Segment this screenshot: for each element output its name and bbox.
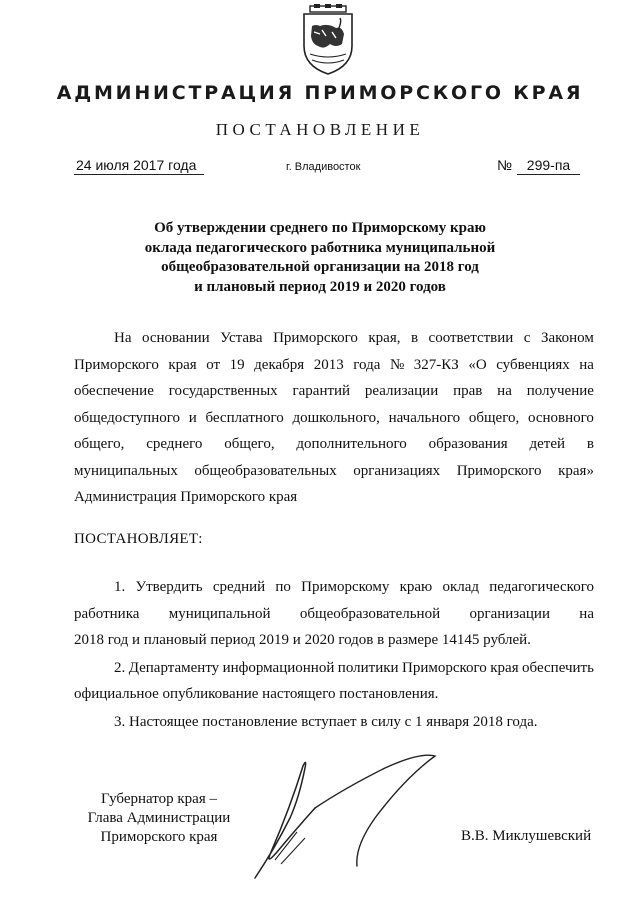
preamble-line: Администрация Приморского края: [74, 489, 298, 505]
word: Департаменту: [128, 659, 220, 676]
word: края»: [558, 462, 594, 479]
word: Приморского: [456, 462, 542, 479]
word: работника: [74, 605, 140, 622]
word: 1.: [114, 579, 126, 595]
preamble-line: [74, 405, 594, 432]
signature-icon: [235, 748, 445, 888]
word: обеспечение: [74, 383, 154, 399]
word: дополнительного: [296, 436, 407, 452]
document-type: ПОСТАНОВЛЕНИЕ: [215, 120, 425, 139]
item-2-line: [74, 655, 594, 682]
item-2-line: официальное опубликование настоящего постановления.: [74, 686, 439, 702]
word: края: [490, 659, 519, 676]
signatory-title: [74, 790, 244, 847]
document-number-label: №: [497, 157, 513, 173]
word: Законом: [540, 330, 594, 346]
signatory-title-line: Губернатор края –: [101, 791, 217, 807]
subject-line: общеобразовательной организации на 2018 год: [161, 259, 479, 275]
subject-line: оклада педагогического работника муниципальной: [144, 239, 496, 256]
word: бесплатного: [205, 409, 284, 426]
word: общеобразовательной: [299, 605, 441, 622]
item-1-line: [74, 601, 594, 628]
word: образования: [428, 436, 508, 452]
preamble-line: [74, 458, 594, 485]
preamble-line: [74, 431, 594, 458]
word: общего,: [224, 436, 275, 452]
word: края,: [368, 330, 401, 346]
word: 19: [229, 356, 245, 373]
word: края: [168, 356, 197, 373]
word: детей: [529, 436, 566, 452]
word: обеспечить: [522, 659, 594, 676]
word: №: [389, 356, 405, 373]
coat-of-arms-icon: [298, 4, 358, 76]
word: прав: [453, 383, 483, 399]
signatory-title-line: Приморского края: [100, 829, 218, 845]
word: организации: [469, 605, 550, 622]
word: гарантий: [292, 383, 351, 399]
preamble-line: [74, 325, 594, 352]
word: общедоступного: [74, 409, 180, 426]
word: 2013: [313, 356, 344, 373]
document-number: 299-па: [517, 157, 580, 175]
word: муниципальных: [74, 462, 178, 479]
word: Приморского: [74, 356, 159, 373]
word: информационной: [222, 659, 335, 676]
resolution-items: [74, 574, 594, 735]
word: Приморскому: [301, 579, 390, 595]
word: Устава: [220, 330, 263, 346]
word: дошкольного,: [292, 409, 380, 426]
word: Утвердить: [135, 579, 203, 595]
word: общего,: [468, 409, 520, 426]
word: основании: [141, 330, 210, 346]
item-1-line: 2018 год и плановый период 2019 и 2020 годов в размере 14145 рублей.: [74, 632, 531, 648]
word: общего,: [74, 436, 125, 452]
word: получение: [526, 383, 594, 399]
word: Приморского: [273, 330, 358, 346]
preamble-paragraph: [74, 325, 594, 511]
word: Приморского: [401, 659, 487, 676]
word: оклад: [442, 579, 479, 595]
word: общеобразовательных: [194, 462, 337, 479]
word: основного: [527, 409, 594, 426]
signatory-name: В.В. Миклушевский: [461, 828, 592, 844]
item-3-line: 3. Настоящее постановление вступает в силу с 1 января 2018 года.: [114, 713, 538, 730]
word: субвенциях: [496, 356, 570, 373]
word: краю: [399, 579, 433, 595]
word: политики: [337, 659, 399, 676]
word: в: [586, 436, 594, 452]
subject-line: Об утверждении среднего по Приморскому краю: [154, 220, 486, 236]
signatory-title-line: Глава Администрации: [87, 810, 231, 826]
word: с: [523, 330, 531, 346]
word: 327-КЗ: [413, 356, 459, 373]
word: по: [275, 579, 291, 595]
word: среднего: [146, 436, 203, 452]
subject-line: и плановый период 2019 и 2020 годов: [194, 278, 446, 295]
word: года: [353, 356, 381, 373]
document-date: 24 июля 2017 года: [74, 157, 204, 175]
word: соответствии: [428, 330, 514, 346]
resolves-heading: ПОСТАНОВЛЯЕТ:: [74, 531, 203, 547]
document-subject: [100, 219, 540, 297]
word: организациях: [353, 462, 441, 479]
word: начального: [388, 409, 461, 426]
word: на: [497, 383, 512, 399]
word: 2.: [114, 659, 126, 676]
document-city: г. Владивосток: [286, 161, 361, 173]
word: реализации: [364, 383, 439, 399]
preamble-line: [74, 352, 594, 379]
word: государственных: [168, 383, 278, 399]
word: декабря: [254, 356, 305, 373]
word: от: [206, 356, 221, 373]
word: средний: [212, 579, 266, 595]
word: в: [410, 330, 419, 346]
item-1-line: [74, 574, 594, 601]
word: «О: [468, 356, 487, 373]
word: педагогического: [489, 579, 594, 595]
preamble-line: [74, 378, 594, 405]
word: на: [579, 356, 594, 373]
word: на: [579, 605, 594, 622]
word: и: [188, 409, 197, 426]
word: муниципальной: [168, 605, 271, 622]
organization-title: АДМИНИСТРАЦИЯ ПРИМОРСКОГО КРАЯ: [56, 82, 584, 104]
word: На: [114, 330, 132, 346]
